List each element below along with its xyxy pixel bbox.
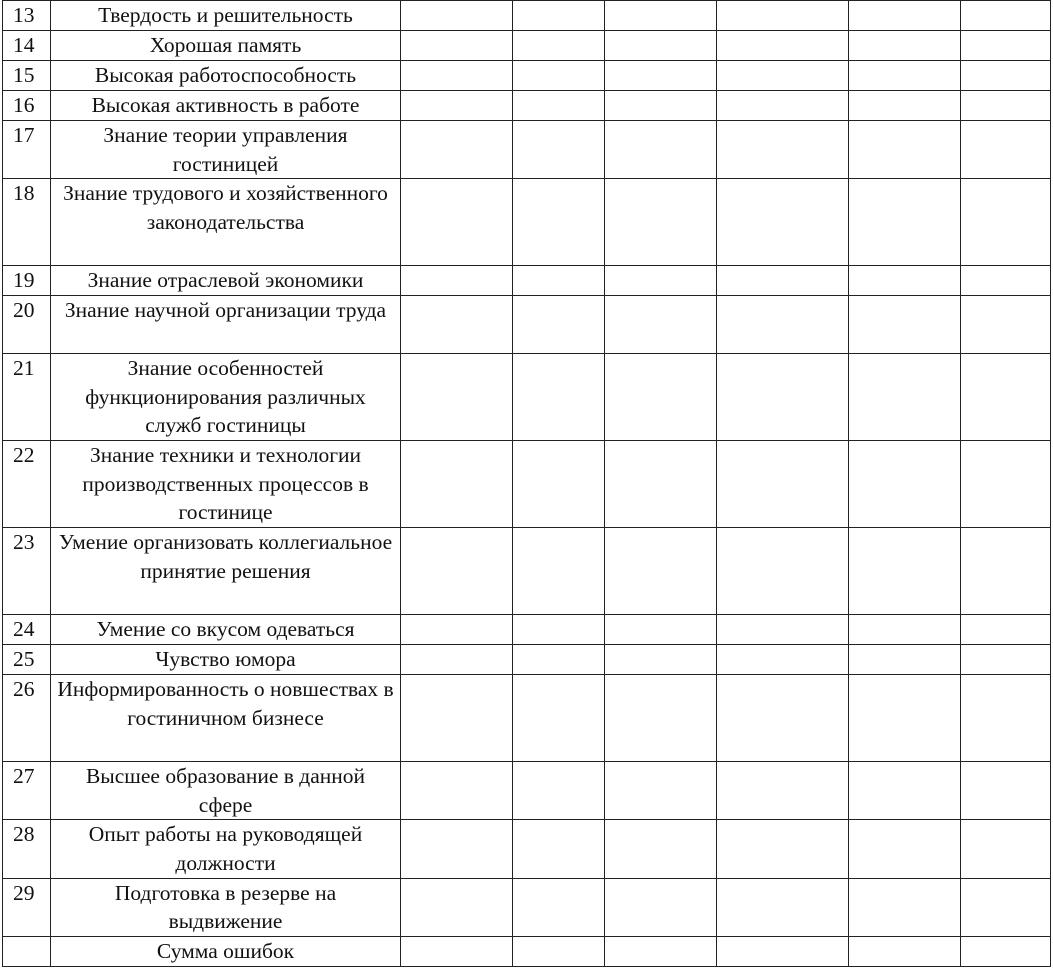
score-cell[interactable]	[717, 179, 849, 266]
row-number: 27	[3, 762, 51, 820]
score-cell[interactable]	[961, 878, 1051, 936]
score-cell[interactable]	[961, 762, 1051, 820]
score-cell[interactable]	[401, 645, 513, 675]
score-cell[interactable]	[849, 266, 961, 296]
row-label: Опыт работы на руководящей должности	[51, 820, 401, 878]
score-cell[interactable]	[513, 179, 605, 266]
score-cell[interactable]	[961, 91, 1051, 121]
score-cell[interactable]	[717, 762, 849, 820]
row-label: Знание отраслевой экономики	[51, 266, 401, 296]
row-label: Знание трудового и хозяйственного законодательства	[51, 179, 401, 266]
score-cell[interactable]	[849, 528, 961, 615]
score-cell[interactable]	[605, 1, 717, 31]
row-number: 17	[3, 121, 51, 179]
score-cell[interactable]	[849, 121, 961, 179]
score-cell[interactable]	[605, 762, 717, 820]
score-cell[interactable]	[961, 645, 1051, 675]
row-number: 16	[3, 91, 51, 121]
score-cell[interactable]	[513, 820, 605, 878]
score-cell[interactable]	[717, 354, 849, 441]
score-cell[interactable]	[605, 615, 717, 645]
row-number: 19	[3, 266, 51, 296]
score-cell[interactable]	[961, 179, 1051, 266]
score-cell[interactable]	[849, 820, 961, 878]
table-row	[3, 878, 1051, 936]
score-cell[interactable]	[401, 820, 513, 878]
score-cell[interactable]	[401, 1, 513, 31]
score-cell[interactable]	[961, 441, 1051, 528]
score-cell[interactable]	[513, 878, 605, 936]
score-cell[interactable]	[513, 1, 605, 31]
score-cell[interactable]	[849, 878, 961, 936]
score-cell[interactable]	[401, 878, 513, 936]
score-cell[interactable]	[717, 296, 849, 354]
score-cell[interactable]	[513, 675, 605, 762]
score-cell[interactable]	[605, 441, 717, 528]
row-number: 14	[3, 31, 51, 61]
score-cell[interactable]	[605, 179, 717, 266]
table-row	[3, 645, 1051, 675]
table-row	[3, 528, 1051, 615]
score-cell[interactable]	[717, 878, 849, 936]
row-label: Информированность о новшествах в гостиничном бизнесе	[51, 675, 401, 762]
score-cell[interactable]	[717, 820, 849, 878]
score-cell[interactable]	[717, 936, 849, 966]
score-cell[interactable]	[961, 354, 1051, 441]
score-cell[interactable]	[849, 615, 961, 645]
score-cell[interactable]	[605, 936, 717, 966]
row-label: Умение организовать коллегиальное принятие решения	[51, 528, 401, 615]
score-cell[interactable]	[717, 615, 849, 645]
row-number	[3, 936, 51, 966]
score-cell[interactable]	[961, 61, 1051, 91]
score-cell[interactable]	[513, 31, 605, 61]
score-cell[interactable]	[605, 675, 717, 762]
table-row	[3, 61, 1051, 91]
score-cell[interactable]	[401, 762, 513, 820]
row-number: 28	[3, 820, 51, 878]
row-label: Твердость и решительность	[51, 1, 401, 31]
score-cell[interactable]	[849, 296, 961, 354]
score-cell[interactable]	[961, 615, 1051, 645]
score-cell[interactable]	[717, 91, 849, 121]
total-row	[3, 936, 1051, 966]
score-cell[interactable]	[717, 31, 849, 61]
score-cell[interactable]	[401, 179, 513, 266]
table-row	[3, 354, 1051, 441]
row-label: Хорошая память	[51, 31, 401, 61]
row-number: 18	[3, 179, 51, 266]
score-cell[interactable]	[849, 441, 961, 528]
score-cell[interactable]	[401, 675, 513, 762]
score-cell[interactable]	[401, 61, 513, 91]
row-label: Умение со вкусом одеваться	[51, 615, 401, 645]
row-label: Подготовка в резерве на выдвижение	[51, 878, 401, 936]
table-row	[3, 820, 1051, 878]
score-cell[interactable]	[513, 615, 605, 645]
score-cell[interactable]	[849, 762, 961, 820]
score-cell[interactable]	[849, 354, 961, 441]
score-cell[interactable]	[849, 645, 961, 675]
score-cell[interactable]	[961, 820, 1051, 878]
score-cell[interactable]	[605, 91, 717, 121]
score-cell[interactable]	[849, 179, 961, 266]
score-cell[interactable]	[605, 820, 717, 878]
row-number: 24	[3, 615, 51, 645]
row-label: Высокая работоспособность	[51, 61, 401, 91]
score-cell[interactable]	[849, 61, 961, 91]
row-label: Знание техники и технологии производственных процессов в гостинице	[51, 441, 401, 528]
score-cell[interactable]	[961, 31, 1051, 61]
qualities-table	[2, 0, 1051, 967]
score-cell[interactable]	[605, 878, 717, 936]
score-cell[interactable]	[961, 296, 1051, 354]
score-cell[interactable]	[605, 528, 717, 615]
score-cell[interactable]	[401, 354, 513, 441]
score-cell[interactable]	[513, 121, 605, 179]
score-cell[interactable]	[849, 675, 961, 762]
row-number: 20	[3, 296, 51, 354]
row-label: Знание научной организации труда	[51, 296, 401, 354]
score-cell[interactable]	[513, 645, 605, 675]
score-cell[interactable]	[849, 936, 961, 966]
table-row	[3, 31, 1051, 61]
score-cell[interactable]	[717, 441, 849, 528]
score-cell[interactable]	[605, 354, 717, 441]
table-row	[3, 179, 1051, 266]
score-cell[interactable]	[849, 91, 961, 121]
row-label: Знание особенностей функционирования различных служб гостиницы	[51, 354, 401, 441]
score-cell[interactable]	[605, 645, 717, 675]
score-cell[interactable]	[401, 91, 513, 121]
score-cell[interactable]	[961, 266, 1051, 296]
row-number: 23	[3, 528, 51, 615]
score-cell[interactable]	[717, 645, 849, 675]
row-number: 21	[3, 354, 51, 441]
score-cell[interactable]	[513, 354, 605, 441]
row-number: 13	[3, 1, 51, 31]
score-cell[interactable]	[961, 121, 1051, 179]
row-number: 22	[3, 441, 51, 528]
score-cell[interactable]	[717, 528, 849, 615]
score-cell[interactable]	[401, 441, 513, 528]
score-cell[interactable]	[513, 528, 605, 615]
row-label: Знание теории управления гостиницей	[51, 121, 401, 179]
score-cell[interactable]	[605, 31, 717, 61]
score-cell[interactable]	[401, 936, 513, 966]
score-cell[interactable]	[401, 121, 513, 179]
score-cell[interactable]	[605, 121, 717, 179]
score-cell[interactable]	[717, 121, 849, 179]
row-number: 26	[3, 675, 51, 762]
score-cell[interactable]	[401, 296, 513, 354]
table-row	[3, 91, 1051, 121]
score-cell[interactable]	[513, 91, 605, 121]
table-row	[3, 441, 1051, 528]
score-cell[interactable]	[961, 675, 1051, 762]
row-number: 25	[3, 645, 51, 675]
table-row	[3, 615, 1051, 645]
score-cell[interactable]	[961, 936, 1051, 966]
score-cell[interactable]	[513, 296, 605, 354]
score-cell[interactable]	[513, 61, 605, 91]
row-label: Высокая активность в работе	[51, 91, 401, 121]
row-number: 15	[3, 61, 51, 91]
table-row	[3, 762, 1051, 820]
row-label: Чувство юмора	[51, 645, 401, 675]
score-cell[interactable]	[605, 61, 717, 91]
score-cell[interactable]	[961, 528, 1051, 615]
score-cell[interactable]	[401, 266, 513, 296]
table-row	[3, 296, 1051, 354]
row-number: 29	[3, 878, 51, 936]
score-cell[interactable]	[717, 1, 849, 31]
score-cell[interactable]	[717, 266, 849, 296]
row-label: Высшее образование в данной сфере	[51, 762, 401, 820]
score-cell[interactable]	[849, 31, 961, 61]
score-cell[interactable]	[849, 1, 961, 31]
score-cell[interactable]	[961, 1, 1051, 31]
score-cell[interactable]	[401, 528, 513, 615]
score-cell[interactable]	[401, 31, 513, 61]
score-cell[interactable]	[605, 266, 717, 296]
score-cell[interactable]	[401, 615, 513, 645]
table-row	[3, 121, 1051, 179]
score-cell[interactable]	[513, 936, 605, 966]
table-row	[3, 675, 1051, 762]
table-row	[3, 266, 1051, 296]
score-cell[interactable]	[605, 296, 717, 354]
table-row	[3, 1, 1051, 31]
score-cell[interactable]	[513, 266, 605, 296]
score-cell[interactable]	[717, 675, 849, 762]
total-label: Сумма ошибок	[51, 936, 401, 966]
score-cell[interactable]	[513, 762, 605, 820]
score-cell[interactable]	[717, 61, 849, 91]
score-cell[interactable]	[513, 441, 605, 528]
